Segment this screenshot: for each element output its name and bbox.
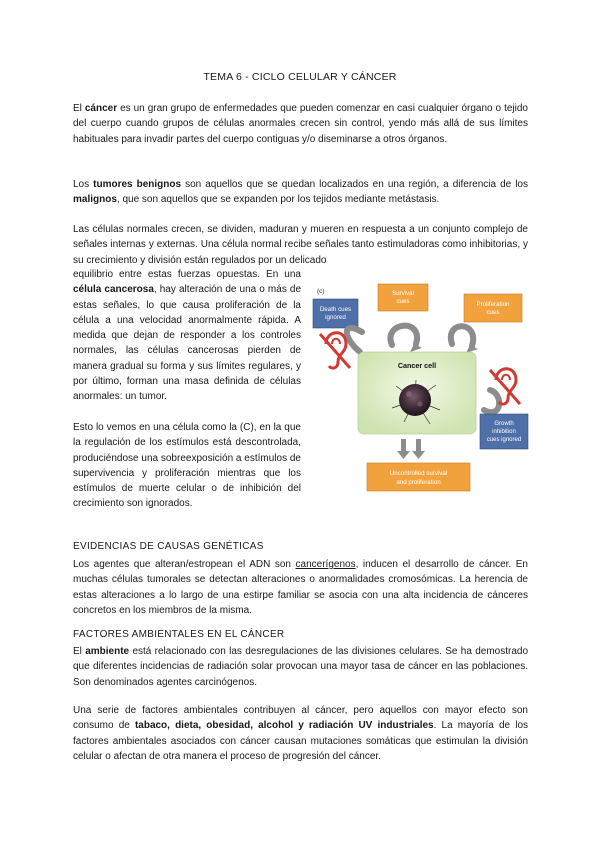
text: , inducen el desarrollo de cáncer. En muchas células tumorales se detectan alteraciones o anormalidades cromosómicas. La herencia de estas alteraciones a lo largo de una estirpe familiar se asocia con una alta incidencia de cánceres concretos en los miembros de la misma. [73,559,528,616]
paragraph-environmental-factors [73,703,528,764]
text: . La mayoría de los factores ambientales asociados con cáncer causan mutaciones somáticas que estimulan la división celular o afectan de otra manera el proceso de progresión del cáncer. [73,720,529,762]
growth-inhibition-line3: cues ignored [486,437,522,443]
term-cancer: cáncer [84,103,118,114]
heading-environmental-factors: FACTORES AMBIENTALES EN EL CÁNCER [73,629,285,640]
uncontrolled-line1: Uncontrolled survival [389,470,448,477]
text: es un gran grupo de enfermedades que pueden comenzar en casi cualquier órgano o tejido del cuerpo cuando grupos de células anormales crecen sin control, yendo más allá de sus límites habituales para invadir partes del cuerpo contiguas y/o diseminarse a otros órganos. [73,103,528,145]
cancer-cell-diagram [312,282,530,497]
text: Una serie de factores ambientales contribuyen al cáncer, pero aquellos con mayor efecto son consumo de [73,705,528,732]
paragraph-cancer-cell [73,267,301,405]
proliferation-cues-box [464,294,522,322]
term-carcinogens: cancerígenos [295,559,356,570]
survival-cue-arrow [390,326,417,345]
paragraph-environment [73,644,528,690]
term-risk-factors: tabaco, dieta, obesidad, alcohol y radiación UV industriales [134,720,434,732]
paragraph-tumors [73,177,528,208]
proliferation-cues-line1: Proliferation [476,301,510,308]
text: está relacionado con las desregulaciones de las divisiones celulares. Se ha demostrado que diferentes incidencias de radiación solar provocan una mayor tasa de cáncer en las poblaciones. Son denominados agentes carcinógenos. [73,646,528,688]
death-cues-line2: ignored [325,314,346,321]
text: El [73,646,86,657]
ear-ignored-icon-right [490,369,520,404]
paragraph-normal-cells: Las células normales crecen, se dividen, maduran y mueren en respuesta a un conjunto complejo de señales internas y externas. Una célula normal recibe señales tanto estimuladoras como inhibitorias, y su crecimiento y división están regulados por un delicado [73,224,528,266]
uncontrolled-box [367,463,470,491]
heading-genetic-evidence: EVIDENCIAS DE CAUSAS GENÉTICAS [73,541,264,552]
survival-cues-line1: Survival [391,290,415,297]
term-malignant: malignos [73,194,117,206]
figure-label: (c) [317,288,325,295]
growth-inhibition-line1: Growth [494,421,514,427]
text: , hay alteración de una o más de estas señales, lo que causa proliferación de la célula a una velocidad anormalmente rápida. A medida que dejan de responder a los controles normales, las células cancerosas pierden de manera gradual su forma y sus límites regulares, y por último, forman una masa definida de células anormales: un tumor. [73,284,302,403]
text: El [73,103,85,114]
text: son aquellos que se quedan localizados en una región, a diferencia de los [181,179,528,190]
proliferation-cue-arrow [451,326,473,346]
down-arrows [397,439,425,459]
term-environment: ambiente [85,646,130,657]
death-cues-line1: Death cues [319,306,352,313]
term-cancer-cell: célula cancerosa [73,284,154,296]
ear-ignored-icon-left [320,333,350,368]
growth-inhibition-arrow [484,390,499,412]
paragraph-cell-c: Esto lo vemos en una célula como la (C), en la que la regulación de los estímulos está descontrolada, produciéndose una sobreexposición a estímulos de supervivencia y proliferación mientras que los estímulos de muerte celular o de inhibición del crecimiento son ignorados. [73,422,301,510]
paragraph-cancer-definition [73,101,528,147]
growth-inhibition-line2: inhibition [492,429,516,435]
cancer-cell-diagram-svg [312,282,530,497]
page-title: TEMA 6 - CICLO CELULAR Y CÁNCER [203,71,397,83]
paragraph-genetic [73,557,528,618]
uncontrolled-line2: and proliferation [396,479,441,486]
text: Los agentes que alteran/estropean el ADN son [73,559,296,570]
survival-cues-line2: cues [396,298,410,305]
survival-arrowhead [410,344,422,352]
text: equilibrio entre estas fuerzas opuestas. En una [73,269,301,280]
term-benign-tumors: tumores benignos [93,179,182,190]
proliferation-cues-line2: cues [486,309,500,316]
cancer-cell-label: Cancer cell [397,361,437,370]
text: , que son aquellos que se expanden por los tejidos mediante metástasis. [116,194,440,206]
text: Los [73,179,94,190]
death-cue-arrow [347,328,362,352]
